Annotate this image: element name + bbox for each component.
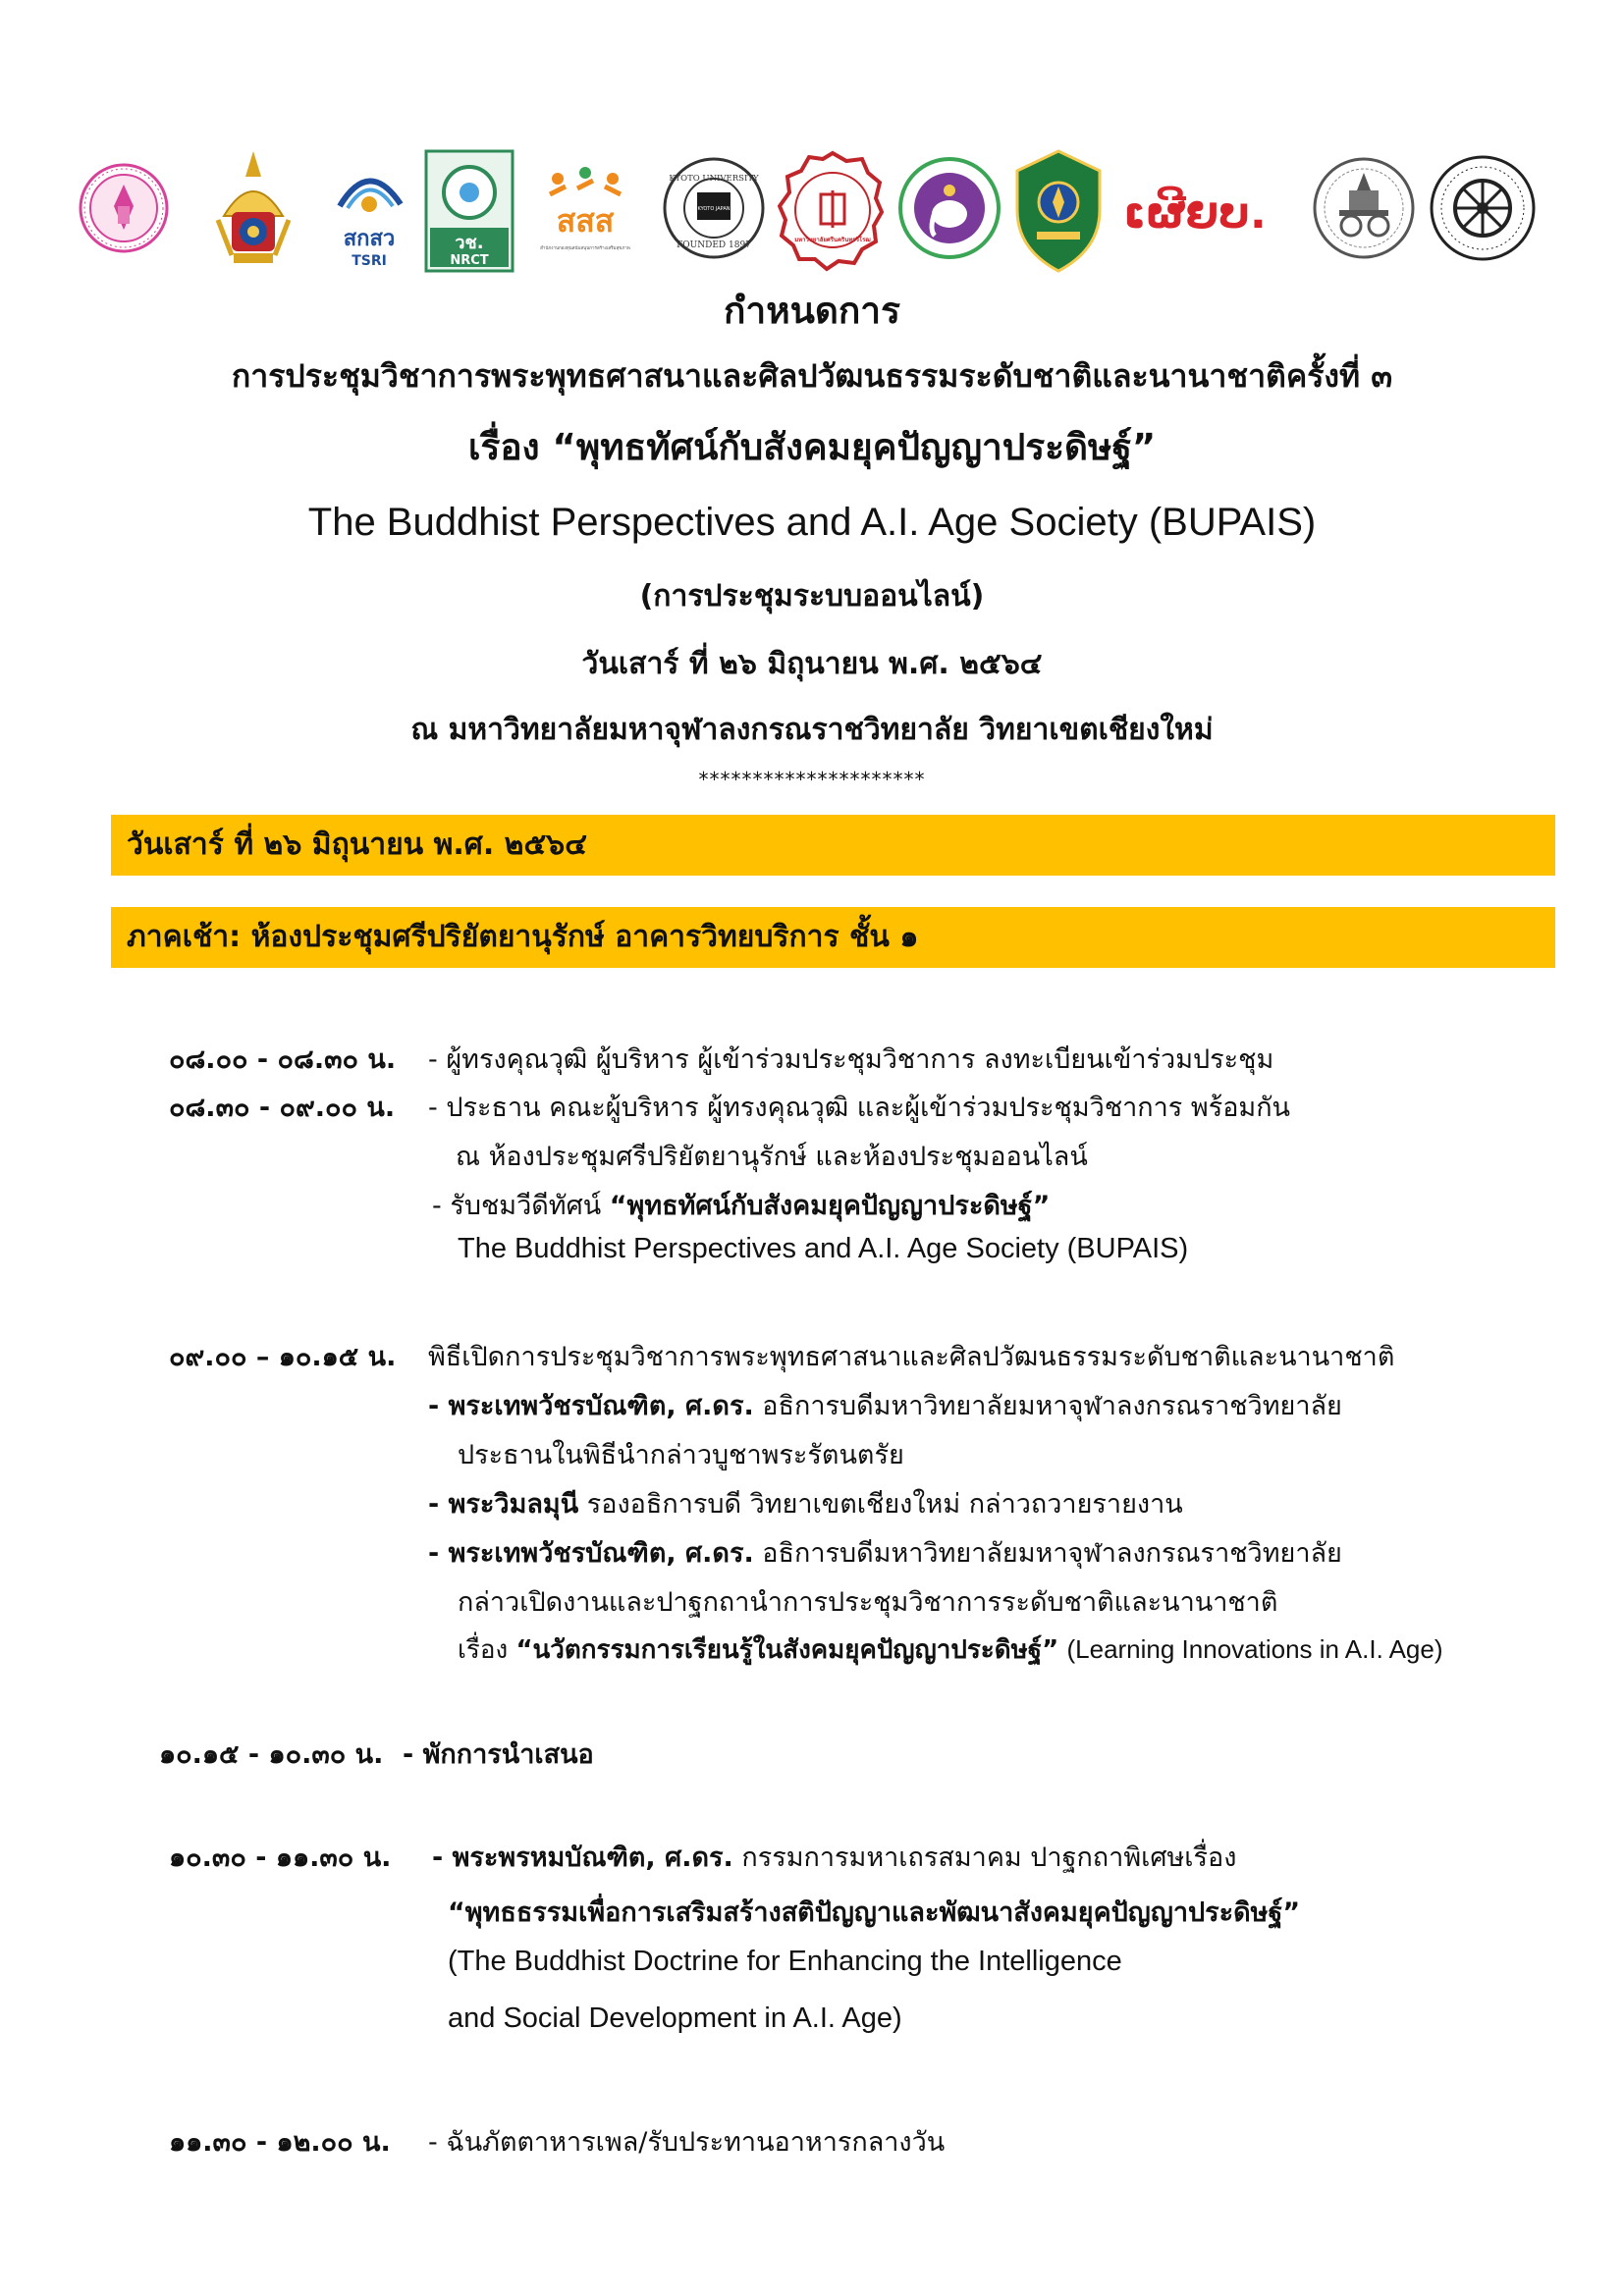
schedule-text-bold: “นวัตกรรมการเรียนรู้ในสังคมยุคปัญญาประดิษฐ์” — [515, 1635, 1059, 1665]
conference-topic-english: The Buddhist Perspectives and A.I. Age Society (BUPAIS) — [307, 501, 1317, 544]
schedule-text — [428, 1531, 1342, 1574]
divider-asterisks: ********************* — [698, 768, 926, 791]
schedule-speaker-role: อธิการบดีมหาวิทยาลัยมหาจุฬาลงกรณราชวิทยาลัย — [762, 1391, 1342, 1421]
nrct-main-text: วช. — [455, 233, 484, 253]
schedule-text-bold: “พุทธทัศน์กับสังคมยุคปัญญาประดิษฐ์” — [609, 1191, 1051, 1221]
page-title: กำหนดการ — [724, 290, 900, 332]
schedule-text — [432, 1184, 1050, 1226]
topic-prefix: เรื่อง — [467, 426, 540, 468]
royal-emblem-icon — [204, 147, 302, 275]
schedule-speaker: - พระวิมลมุนี — [428, 1489, 579, 1520]
schedule-text-english: The Buddhist Perspectives and A.I. Age Society (BUPAIS) — [458, 1233, 1189, 1264]
thaihealth-sub-text: สำนักงานกองทุนสนับสนุนการสร้างเสริมสุขภาพ — [540, 246, 630, 251]
schedule-text — [432, 1836, 1236, 1878]
schedule-text-prefix: - รับชมวีดีทัศน์ — [432, 1191, 602, 1221]
kyoto-mid-text: KYOTO JAPAN — [697, 206, 731, 212]
conference-venue: ณ มหาวิทยาลัยมหาจุฬาลงกรณราชวิทยาลัย วิทยาเขตเชียงใหม่ — [410, 713, 1214, 747]
red-script-logo-text: ເຜີຍບ. — [1123, 188, 1267, 239]
srinakharinwirot-text: มหาวิทยาลัยศรีนครินทรวิโรฒ — [794, 237, 871, 243]
schedule-text-bold: “พุทธธรรมเพื่อการเสริมสร้างสติปัญญาและพัฒนาสังคมยุคปัญญาประดิษฐ์” — [448, 1897, 1301, 1928]
topic-thai: “พุทธทัศน์กับสังคมยุคปัญญาประดิษฐ์” — [552, 426, 1157, 468]
conference-date: วันเสาร์ ที่ ๒๖ มิถุนายน พ.ศ. ๒๕๖๔ — [581, 647, 1043, 681]
schedule-text-english: and Social Development in A.I. Age) — [448, 2002, 902, 2034]
pink-university-seal-icon — [75, 147, 173, 275]
schedule-time: ๐๘.๓๐ - ๐๙.๐๐ น. — [169, 1093, 396, 1123]
schedule-text: - พักการนำเสนอ — [403, 1739, 594, 1770]
conference-topic — [0, 418, 1624, 476]
tsri-logo-icon — [320, 147, 418, 275]
schedule-text — [428, 1482, 1183, 1524]
schedule-speaker-role: รองอธิการบดี วิทยาเขตเชียงใหม่ กล่าวถวายรายงาน — [586, 1489, 1183, 1520]
schedule-text-prefix: เรื่อง — [458, 1635, 509, 1665]
schedule-time: ๐๘.๐๐ - ๐๘.๓๐ น. — [169, 1044, 397, 1075]
schedule-time: ๑๐.๑๕ - ๑๐.๓๐ น. — [159, 1739, 384, 1770]
green-university-shield-icon — [1009, 147, 1108, 275]
schedule-text: ณ ห้องประชุมศรีปริยัตยานุรักษ์ และห้องประชุมออนไลน์ — [456, 1142, 1088, 1172]
kyoto-top-text: KYOTO UNIVERSITY — [669, 174, 759, 184]
tsri-sub-text: TSRI — [352, 253, 387, 269]
red-script-logo-icon — [1121, 147, 1269, 275]
kyoto-university-seal-icon — [660, 147, 768, 275]
conference-format: (การประชุมระบบออนไลน์) — [639, 579, 985, 614]
srinakharinwirot-seal-icon — [778, 147, 888, 275]
date-bar: วันเสาร์ ที่ ๒๖ มิถุนายน พ.ศ. ๒๕๖๔ — [111, 815, 1555, 876]
tsri-main-text: สกสว — [343, 227, 396, 251]
schedule-text: ประธานในพิธีนำกล่าวบูชาพระรัตนตรัย — [458, 1440, 904, 1470]
schedule-text: พิธีเปิดการประชุมวิชาการพระพุทธศาสนาและศิลปวัฒนธรรมระดับชาติและนานาชาติ — [428, 1342, 1395, 1372]
nrct-logo-icon — [420, 147, 518, 275]
thaihealth-main-text: สสส — [556, 202, 615, 240]
schedule-text: - ประธาน คณะผู้บริหาร ผู้ทรงคุณวุฒิ และผู้เข้าร่วมประชุมวิชาการ พร้อมกัน — [428, 1093, 1291, 1123]
dharma-wheel-seal-icon — [1428, 147, 1538, 275]
schedule-text-english: (Learning Innovations in A.I. Age) — [1066, 1634, 1443, 1664]
schedule-text: - ผู้ทรงคุณวุฒิ ผู้บริหาร ผู้เข้าร่วมประชุมวิชาการ ลงทะเบียนเข้าร่วมประชุม — [428, 1044, 1274, 1075]
schedule-text — [458, 1629, 1443, 1670]
schedule-speaker: - พระเทพวัชรบัณฑิต, ศ.ดร. — [428, 1538, 754, 1569]
schedule-speaker-role: กรรมการมหาเถรสมาคม ปาฐกถาพิเศษเรื่อง — [741, 1842, 1237, 1873]
schedule-time: ๑๐.๓๐ - ๑๑.๓๐ น. — [169, 1842, 392, 1873]
schedule-time: ๐๙.๐๐ – ๑๐.๑๕ น. — [169, 1342, 397, 1372]
schedule-text — [428, 1384, 1342, 1426]
kyoto-bottom-text: FOUNDED 1897 — [677, 240, 751, 250]
monument-seal-icon — [1310, 147, 1418, 275]
nrct-sub-text: NRCT — [450, 253, 489, 268]
schedule-speaker: - พระพรหมบัณฑิต, ศ.ดร. — [432, 1842, 733, 1873]
session-bar: ภาคเช้า: ห้องประชุมศรีปริยัตยานุรักษ์ อาคารวิทยบริการ ชั้น ๑ — [111, 907, 1555, 968]
logo-row — [75, 147, 1547, 280]
schedule-text-english: (The Buddhist Doctrine for Enhancing the Intelligence — [448, 1946, 1122, 1977]
thaihealth-logo-icon — [536, 147, 634, 275]
schedule-speaker-role: อธิการบดีมหาวิทยาลัยมหาจุฬาลงกรณราชวิทยาลัย — [762, 1538, 1342, 1569]
purple-elephant-seal-icon — [895, 147, 1003, 275]
schedule-text: - ฉันภัตตาหารเพล/รับประทานอาหารกลางวัน — [428, 2127, 946, 2158]
schedule-time: ๑๑.๓๐ - ๑๒.๐๐ น. — [169, 2127, 391, 2158]
schedule-speaker: - พระเทพวัชรบัณฑิต, ศ.ดร. — [428, 1391, 754, 1421]
schedule-text: กล่าวเปิดงานและปาฐกถานำการประชุมวิชาการระดับชาติและนานาชาติ — [458, 1587, 1278, 1618]
conference-subtitle: การประชุมวิชาการพระพุทธศาสนาและศิลปวัฒนธรรมระดับชาติและนานาชาติครั้งที่ ๓ — [231, 357, 1393, 395]
